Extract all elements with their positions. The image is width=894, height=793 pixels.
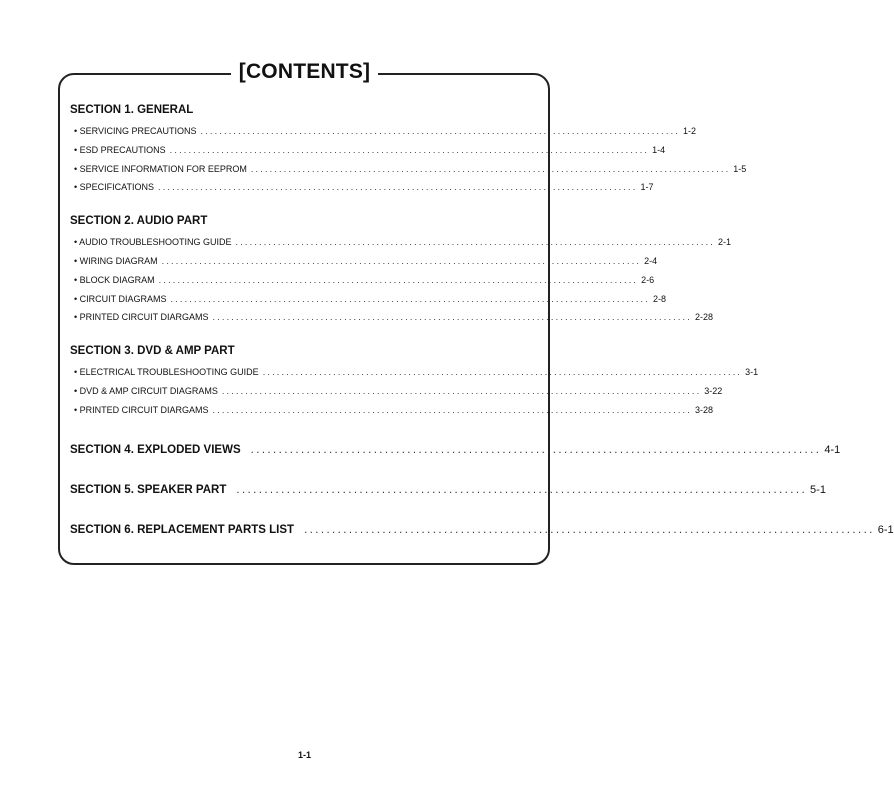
toc-entry-label: • ESD PRECAUTIONS: [74, 144, 166, 155]
toc-major-entry[interactable]: [70, 482, 826, 498]
leader-dots: ......................................................................................................: [236, 483, 808, 496]
leader-dots: ......................................................................................................: [250, 443, 822, 456]
toc-entry-page: 3-1: [745, 367, 759, 378]
toc-major-page: 4-1: [824, 443, 841, 456]
toc-entry[interactable]: [70, 363, 759, 382]
toc-entry[interactable]: [70, 382, 723, 401]
toc-entry-page: 2-1: [717, 237, 731, 248]
toc-entry-label: • CIRCUIT DIAGRAMS: [74, 293, 167, 304]
section-heading: SECTION 2. AUDIO PART: [70, 215, 208, 228]
toc-entry-page: 2-8: [652, 293, 666, 304]
section-heading: SECTION 1. GENERAL: [70, 104, 194, 116]
toc-entry-label: • PRINTED CIRCUIT DIARGAMS: [74, 404, 209, 415]
toc-entry-page: 2-4: [644, 255, 658, 266]
toc-section-2: [70, 213, 731, 327]
toc-entry-label: • SERVICING PRECAUTIONS: [74, 126, 197, 136]
leader-dots: ......................................................................................................: [169, 144, 650, 155]
toc-entry-label: • BLOCK DIAGRAM: [74, 274, 155, 285]
contents-title: [CONTENTS]: [231, 60, 379, 84]
leader-dots: ......................................................................................................: [161, 255, 642, 266]
toc-entry-page: 2-28: [694, 312, 713, 323]
contents-title-wrap: [0, 60, 609, 86]
toc-major-label: SECTION 5. SPEAKER PART: [70, 483, 227, 496]
toc-major-label: SECTION 6. REPLACEMENT PARTS LIST: [70, 523, 295, 536]
leader-dots: ......................................................................................................: [262, 367, 743, 378]
toc-major-section-5: [70, 482, 826, 498]
toc-entry-label: • WIRING DIAGRAM: [74, 255, 158, 266]
toc-entry-page: 1-2: [682, 126, 696, 136]
toc-section-3: [70, 343, 759, 419]
toc-entry-label: • ELECTRICAL TROUBLESHOOTING GUIDE: [74, 367, 259, 378]
toc-entry[interactable]: [70, 252, 658, 271]
section-heading: SECTION 3. DVD & AMP PART: [70, 345, 235, 358]
toc-entry-page: 1-5: [733, 163, 747, 174]
leader-dots: ......................................................................................................: [158, 274, 639, 285]
toc-entry[interactable]: [70, 122, 696, 141]
leader-dots: ......................................................................................................: [235, 237, 715, 248]
toc-entry[interactable]: [70, 290, 666, 309]
toc-entry[interactable]: [70, 271, 655, 290]
toc-entry[interactable]: [70, 160, 747, 179]
toc-entry-label: • SERVICE INFORMATION FOR EEPROM: [74, 163, 247, 174]
leader-dots: ......................................................................................................: [250, 163, 731, 174]
toc-entry-page: 2-6: [641, 274, 655, 285]
toc-entry-page: 3-28: [694, 404, 713, 415]
toc-entry-label: • PRINTED CIRCUIT DIARGAMS: [74, 312, 209, 323]
leader-dots: ......................................................................................................: [200, 126, 680, 136]
toc-entry[interactable]: [70, 141, 666, 160]
leader-dots: ......................................................................................................: [170, 293, 650, 304]
toc-entry-label: • SPECIFICATIONS: [74, 182, 154, 193]
toc-content: [70, 102, 894, 562]
toc-entry-label: • DVD & AMP CIRCUIT DIAGRAMS: [74, 385, 218, 396]
toc-entry[interactable]: [70, 178, 654, 197]
leader-dots: ......................................................................................................: [158, 182, 638, 193]
toc-entry-page: 1-4: [652, 144, 666, 155]
leader-dots: ......................................................................................................: [212, 312, 692, 323]
toc-major-entry[interactable]: [70, 442, 841, 458]
toc-entry-page: 1-7: [640, 182, 654, 193]
leader-dots: ......................................................................................................: [221, 385, 702, 396]
toc-entry[interactable]: [70, 401, 713, 420]
toc-major-section-6: [70, 522, 894, 538]
toc-major-label: SECTION 4. EXPLODED VIEWS: [70, 443, 241, 456]
toc-entry[interactable]: [70, 308, 713, 327]
toc-major-entry[interactable]: [70, 522, 894, 538]
page-number: 1-1: [297, 750, 311, 760]
toc-entry-page: 3-22: [704, 385, 723, 396]
toc-major-page: 5-1: [810, 483, 826, 496]
leader-dots: ......................................................................................................: [212, 404, 692, 415]
toc-entry[interactable]: [70, 233, 731, 252]
toc-entry-label: • AUDIO TROUBLESHOOTING GUIDE: [74, 237, 232, 248]
leader-dots: ......................................................................................................: [304, 523, 875, 536]
toc-major-page: 6-1: [877, 523, 894, 536]
toc-section-1: [70, 102, 747, 197]
toc-major-section-4: [70, 442, 841, 458]
